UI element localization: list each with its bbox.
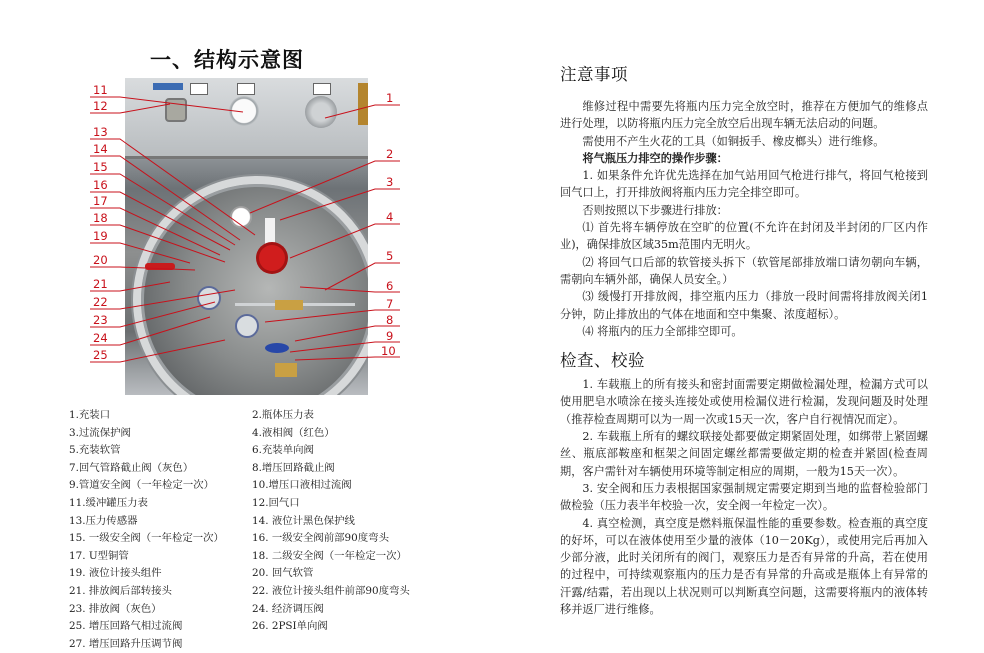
callout-number: 2 [386, 147, 394, 161]
parts-row [69, 513, 469, 531]
parts-row [69, 548, 469, 566]
part-label: 11.缓冲罐压力表 [69, 496, 148, 509]
callout-number: 23 [93, 313, 108, 327]
boost-flow-valve [275, 363, 297, 377]
parts-row [69, 530, 469, 548]
cylinder-pressure-gauge [230, 206, 252, 228]
part-label: 9.管道安全阀（一年检定一次） [69, 479, 214, 492]
paragraph: 4. 真空检测，真空度是燃料瓶保温性能的重要参数。检查瓶的真空度的好坏，可以在液体使用至少量的液体（10－20Kg），或使用完后再加入少部分液，此时关闭所有的阀门，观察压力是否有异常的升高，若在使用的过程中，可持续观察瓶内的压力是否有异常的升高或是瓶体上有异常的汗露/结霜，若出现以上状况则可以判断真空问题，这需要将瓶内的液体转移并返厂进行维修。 [560, 516, 928, 617]
callout-number: 15 [93, 160, 108, 174]
part-label: 26. 2PSI单向阀 [252, 620, 328, 633]
paragraph: 1. 车载瓶上的所有接头和密封面需要定期做检漏处理，检漏方式可以使用肥皂水喷涂在接头连接处或使用检漏仪进行检漏，发现问题及时处理（推荐检查周期可以为一周一次或15天一次，客户自行视情况而定）。 [560, 378, 928, 426]
part-label: 14. 液位计黑色保护线 [252, 514, 355, 527]
part-label: 22. 液位计接头组件前部90度弯头 [252, 584, 410, 597]
part-label: 2.瓶体压力表 [252, 409, 314, 421]
callout-number: 14 [93, 142, 108, 156]
callout-number: 18 [93, 211, 108, 225]
part-label: 12.回气口 [252, 496, 300, 509]
callout-number: 5 [386, 249, 394, 263]
part-label: 1.充装口 [69, 409, 111, 421]
part-label: 15. 一级安全阀（一年检定一次） [69, 532, 224, 545]
parts-row [69, 495, 469, 513]
part-label: 24. 经济调压阀 [252, 602, 324, 615]
part-label: 23. 排放阀（灰色） [69, 602, 162, 615]
callout-number: 3 [386, 175, 394, 189]
boost-shutoff-valve [265, 343, 289, 353]
part-label: 6.充装单向阀 [252, 444, 314, 457]
step-item: ⑶ 缓慢打开排放阀，排空瓶内压力（排放一段时间需将排放阀关闭1分钟，防止排放出的气体在地面和空中集聚、浓度超标）。 [560, 290, 928, 321]
callout-number: 8 [386, 313, 394, 327]
parts-row [69, 583, 469, 601]
paragraph: 2. 车载瓶上所有的螺纹联接处都要做定期紧固处理，如绑带上紧固螺丝、瓶底部鞍座和框架之间固定螺丝都需要做定期的检查并紧固(检查周期，客户需针对车辆使用环境等制定相应的周期，一般为15天一次）。 [560, 430, 928, 478]
section-title-inspection: 检查、校验 [560, 351, 645, 371]
parts-row [69, 636, 469, 653]
paragraph: 3. 安全阀和压力表根据国家强制规定需要定期到当地的监督检验部门做检验（压力表半年校验一次，安全阀一年检定一次）。 [560, 481, 928, 513]
callout-number: 1 [386, 91, 394, 105]
brand-plate [153, 83, 183, 90]
valve-panel [125, 78, 368, 159]
callout-number: 25 [93, 348, 108, 362]
step-item: ⑵ 将回气口后部的软管接头拆下（软管尾部排放端口请勿朝向车辆，需朝向车辆外部，确保人员安全。） [560, 255, 928, 286]
parts-row [69, 477, 469, 495]
callout-number: 24 [93, 331, 108, 345]
paragraph: 需使用不产生火花的工具（如铜扳手、橡皮榔头）进行维修。 [582, 134, 885, 148]
instructions-column [560, 64, 928, 618]
part-label: 8.增压回路截止阀 [252, 461, 335, 474]
return-port-cap [165, 98, 187, 122]
callout-number: 9 [386, 329, 394, 343]
callout-number: 20 [93, 253, 108, 267]
part-label: 4.液相阀（红色） [252, 426, 335, 439]
parts-row [69, 442, 469, 460]
callout-number: 22 [93, 295, 108, 309]
fill-port-cap [305, 96, 337, 128]
part-label: 18. 二级安全阀（一年检定一次） [252, 549, 407, 562]
part-label: 16. 一级安全阀前部90度弯头 [252, 532, 389, 545]
structure-diagram-title: 一、结构示意图 [150, 48, 304, 72]
label-plate [190, 83, 208, 95]
callout-number: 4 [386, 210, 394, 224]
step-item: 否则按照以下步骤进行排放： [582, 203, 728, 217]
part-label: 17. U型铜管 [69, 549, 129, 562]
fill-check-valve [275, 300, 303, 310]
label-plate [313, 83, 331, 95]
callout-number: 21 [93, 277, 108, 291]
label-plate [237, 83, 255, 95]
part-label: 7.回气管路截止阀（灰色） [69, 461, 194, 474]
parts-row [69, 618, 469, 636]
parts-legend [69, 407, 469, 653]
flow-protection-valve [265, 218, 275, 248]
callout-number: 16 [93, 178, 108, 192]
paragraph: 维修过程中需要先将瓶内压力完全放空时，推荐在方便加气的维修点进行处理，以防将瓶内压力完全放空后出现车辆无法启动的问题。 [560, 100, 928, 131]
parts-row [69, 601, 469, 619]
step-item: 1. 如果条件允许优先选择在加气站用回气枪进行排气，将回气枪接到回气口上，打开排放阀将瓶内压力完全排空即可。 [560, 169, 928, 200]
step-item: ⑴ 首先将车辆停放在空旷的位置(不允许在封闭及半封闭的厂区内作业)，确保排放区域35m范围内无明火。 [560, 221, 928, 252]
parts-row [69, 460, 469, 478]
buffer-pressure-gauge [229, 96, 259, 126]
part-label: 21. 排放阀后部转接头 [69, 584, 172, 597]
callout-number: 12 [93, 99, 108, 113]
steps-heading: 将气瓶压力排空的操作步骤： [582, 150, 728, 165]
callout-number: 7 [386, 297, 394, 311]
part-label: 20. 回气软管 [252, 567, 314, 580]
return-shutoff-valve [235, 314, 259, 338]
lng-cylinder-photo [125, 78, 368, 395]
safety-valve-handle [145, 263, 175, 270]
callout-number: 17 [93, 194, 108, 208]
part-label: 3.过流保护阀 [69, 426, 131, 439]
cylinder-head-ring [133, 176, 368, 395]
part-label: 13.压力传感器 [69, 514, 138, 527]
callout-number: 13 [93, 125, 108, 139]
parts-row [69, 425, 469, 443]
callout-number: 6 [386, 279, 394, 293]
liquid-valve-red [259, 245, 285, 271]
part-label: 25. 增压回路气相过流阀 [69, 620, 183, 633]
parts-row [69, 407, 469, 425]
mount-bracket [358, 83, 368, 125]
parts-row [69, 565, 469, 583]
callout-number: 10 [381, 344, 396, 358]
part-label: 27. 增压回路升压调节阀 [69, 637, 183, 650]
section-title-precautions: 注意事项 [560, 65, 628, 84]
part-label: 5.充装软管 [69, 444, 121, 457]
callout-number: 19 [93, 229, 108, 243]
callout-number: 11 [93, 83, 108, 97]
step-item: ⑷ 将瓶内的压力全部排空即可。 [582, 324, 743, 338]
part-label: 10.增压口液相过流阀 [252, 479, 352, 492]
part-label: 19. 液位计接头组件 [69, 567, 162, 580]
vent-valve [197, 286, 221, 310]
